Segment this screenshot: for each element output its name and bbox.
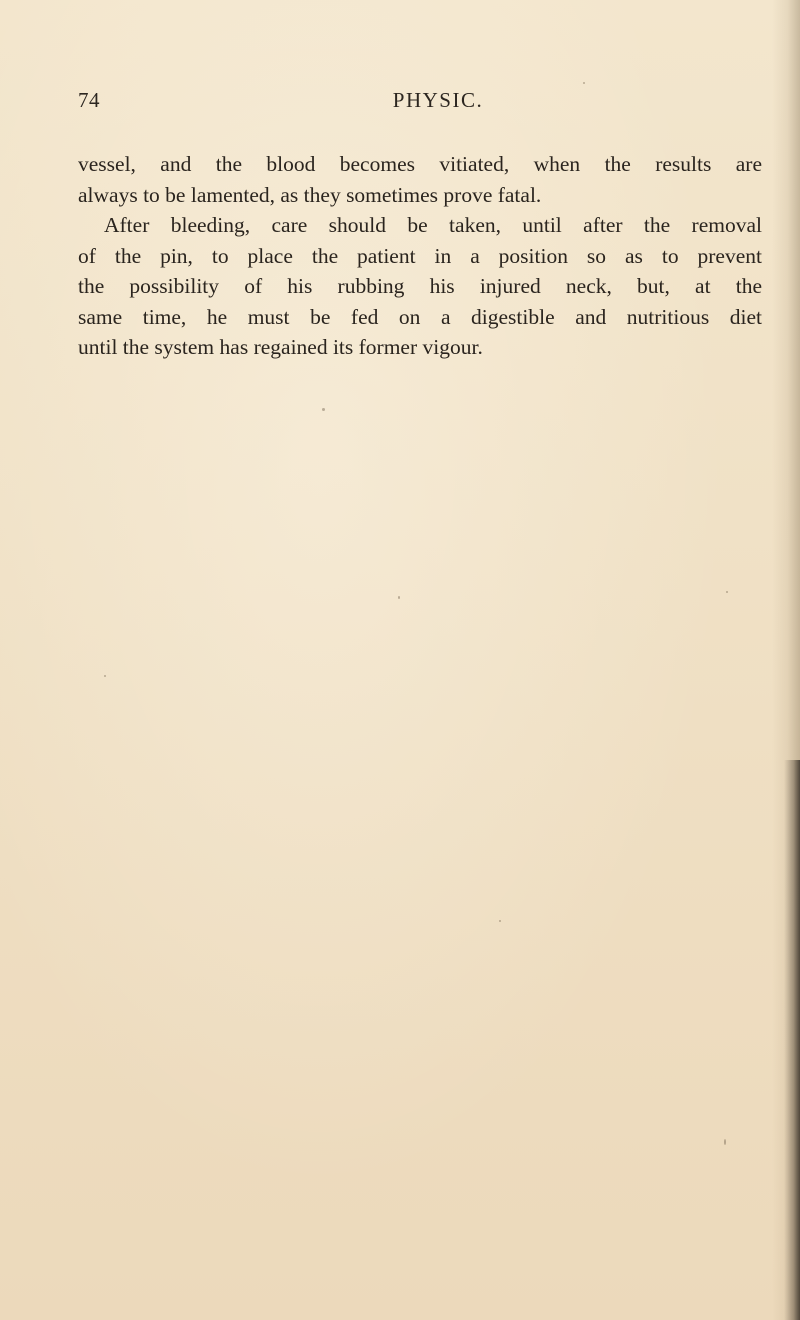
- running-title: PHYSIC.: [392, 88, 484, 112]
- paper-speck: [398, 596, 400, 599]
- paper-speck: [499, 920, 501, 922]
- running-head: [78, 88, 760, 118]
- text-line-6: same time, he must be fed on a digestible and nutritious diet: [78, 304, 762, 329]
- paper-speck: [724, 1139, 726, 1145]
- paper-speck: [104, 675, 106, 677]
- page-number: 74: [78, 88, 100, 112]
- text-line-5: the possibility of his rubbing his injured neck, but, at the: [78, 274, 762, 298]
- body-text: [78, 149, 762, 363]
- text-line-4: of the pin, to place the patient in a position so as to prevent: [78, 243, 762, 268]
- page-edge-binding-shadow: [784, 760, 800, 1320]
- text-line-2: always to be lamented, as they sometimes prove fatal.: [78, 182, 542, 207]
- paper-speck: [726, 591, 728, 593]
- paper-speck: [322, 408, 325, 411]
- paper-speck: [583, 82, 585, 84]
- text-line-3: After bleeding, care should be taken, until after the removal: [104, 213, 762, 237]
- text-line-1: vessel, and the blood becomes vitiated, when the results are: [78, 152, 762, 176]
- text-line-7: until the system has regained its former vigour.: [78, 335, 483, 359]
